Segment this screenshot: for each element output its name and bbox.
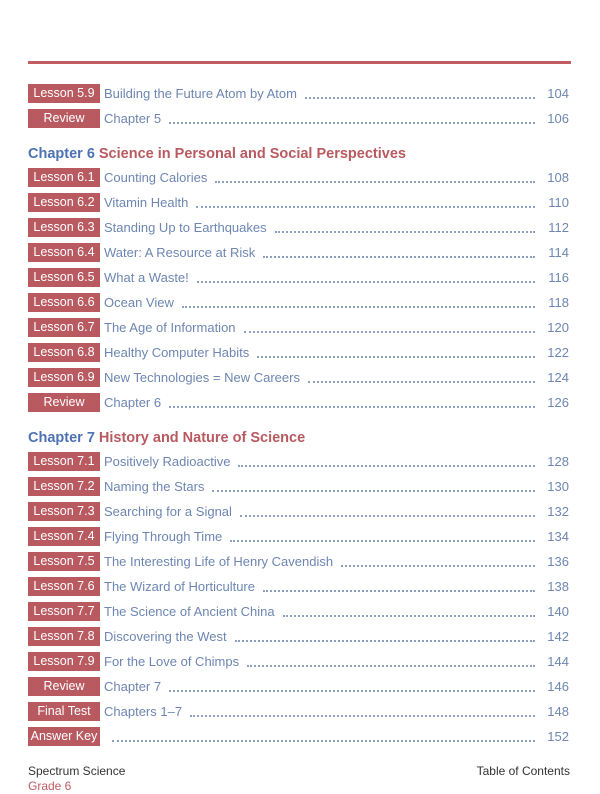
entry-title: Naming the Stars — [104, 479, 205, 494]
entry-badge: Lesson 6.1 — [28, 168, 100, 187]
toc-entry — [28, 215, 569, 240]
entry-page-number: 118 — [548, 295, 569, 310]
entry-badge: Lesson 7.1 — [28, 452, 100, 471]
entry-badge: Lesson 5.9 — [28, 84, 100, 103]
entry-page-number: 112 — [548, 220, 569, 235]
entry-page-number: 122 — [547, 345, 569, 360]
dot-leader — [247, 652, 535, 667]
entry-badge: Lesson 6.8 — [28, 343, 100, 362]
entry-title: Chapter 7 — [104, 679, 162, 694]
toc-entry — [28, 449, 569, 474]
footer-section: Table of Contents — [476, 764, 570, 778]
entry-badge: Final Test — [28, 702, 100, 721]
toc-entry — [28, 599, 569, 624]
entry-title: The Science of Ancient China — [104, 604, 275, 619]
entry-badge: Lesson 7.6 — [28, 577, 100, 596]
entry-page-number: 148 — [547, 704, 569, 719]
entry-badge: Lesson 7.5 — [28, 552, 100, 571]
toc-entry — [28, 340, 569, 365]
entry-page-number: 114 — [548, 245, 569, 260]
entry-title: For the Love of Chimps — [104, 654, 240, 669]
entry-badge: Lesson 6.3 — [28, 218, 100, 237]
toc-entry — [28, 81, 569, 106]
entry-badge: Lesson 6.5 — [28, 268, 100, 287]
dot-leader — [305, 84, 535, 99]
entry-badge: Lesson 6.9 — [28, 368, 100, 387]
entry-page-number: 106 — [547, 111, 569, 126]
toc-entry — [28, 699, 569, 724]
dot-leader — [169, 109, 535, 124]
toc-entry — [28, 674, 569, 699]
dot-leader — [283, 602, 535, 617]
dot-leader — [263, 243, 535, 258]
entry-badge: Lesson 7.2 — [28, 477, 100, 496]
entry-title: Ocean View — [104, 295, 174, 310]
dot-leader — [169, 393, 535, 408]
toc-entry — [28, 106, 569, 131]
entry-page-number: 116 — [548, 270, 569, 285]
toc-entry — [28, 165, 569, 190]
entry-title: Counting Calories — [104, 170, 208, 185]
chapter-heading — [28, 415, 569, 449]
dot-leader — [263, 577, 535, 592]
entry-page-number: 130 — [547, 479, 569, 494]
entry-title: Vitamin Health — [104, 195, 189, 210]
dot-leader — [341, 552, 535, 567]
entry-title: Chapters 1–7 — [104, 704, 183, 719]
entry-badge: Lesson 7.8 — [28, 627, 100, 646]
entry-page-number: 136 — [547, 554, 569, 569]
toc-entry — [28, 390, 569, 415]
toc-entry — [28, 474, 569, 499]
entry-page-number: 132 — [547, 504, 569, 519]
chapter-number: Chapter 7 — [28, 430, 95, 446]
dot-leader — [235, 627, 535, 642]
toc-entry — [28, 649, 569, 674]
entry-page-number: 128 — [547, 454, 569, 469]
entry-title: The Age of Information — [104, 320, 236, 335]
toc-entry — [28, 524, 569, 549]
entry-badge: Lesson 7.3 — [28, 502, 100, 521]
entry-title: New Technologies = New Careers — [104, 370, 300, 385]
entry-badge: Lesson 7.9 — [28, 652, 100, 671]
dot-leader — [190, 702, 535, 717]
toc-entry — [28, 724, 569, 749]
footer-left — [28, 764, 125, 794]
entry-title: What a Waste! — [104, 270, 189, 285]
chapter-heading — [28, 131, 569, 165]
toc-entry — [28, 190, 569, 215]
dot-leader — [169, 677, 535, 692]
entry-badge: Lesson 6.4 — [28, 243, 100, 262]
entry-badge: Lesson 7.4 — [28, 527, 100, 546]
entry-title: Water: A Resource at Risk — [104, 245, 256, 260]
entry-page-number: 142 — [547, 629, 569, 644]
entry-page-number: 104 — [547, 86, 569, 101]
entry-title: The Interesting Life of Henry Cavendish — [104, 554, 334, 569]
entry-badge: Lesson 7.7 — [28, 602, 100, 621]
entry-page-number: 146 — [547, 679, 569, 694]
entry-page-number: 120 — [547, 320, 569, 335]
entry-page-number: 126 — [547, 395, 569, 410]
toc-entry — [28, 574, 569, 599]
toc-entry — [28, 265, 569, 290]
dot-leader — [230, 527, 535, 542]
entry-badge: Review — [28, 393, 100, 412]
entry-page-number: 152 — [547, 729, 569, 744]
entry-page-number: 138 — [547, 579, 569, 594]
entry-page-number: 108 — [547, 170, 569, 185]
footer-grade: Grade 6 — [28, 779, 72, 793]
chapter-title: History and Nature of Science — [98, 430, 306, 446]
dot-leader — [212, 477, 535, 492]
entry-title: Chapter 6 — [104, 395, 162, 410]
toc-entry — [28, 624, 569, 649]
dot-leader — [244, 318, 535, 333]
dot-leader — [257, 343, 535, 358]
dot-leader — [275, 218, 535, 233]
entry-page-number: 124 — [547, 370, 569, 385]
entry-title: Positively Radioactive — [104, 454, 231, 469]
entry-page-number: 144 — [547, 654, 569, 669]
entry-title: Discovering the West — [104, 629, 227, 644]
dot-leader — [240, 502, 535, 517]
toc-entry — [28, 499, 569, 524]
entry-page-number: 140 — [547, 604, 569, 619]
toc-entry — [28, 315, 569, 340]
dot-leader — [112, 727, 535, 742]
entry-title: Searching for a Signal — [104, 504, 232, 519]
dot-leader — [308, 368, 535, 383]
chapter-title: Science in Personal and Social Perspectives — [98, 146, 406, 162]
entry-badge: Review — [28, 109, 100, 128]
entry-page-number: 134 — [547, 529, 569, 544]
toc-entry — [28, 549, 569, 574]
entry-badge: Lesson 6.6 — [28, 293, 100, 312]
dot-leader — [196, 193, 535, 208]
entry-page-number: 110 — [548, 195, 569, 210]
table-of-contents — [28, 81, 569, 749]
entry-title: The Wizard of Horticulture — [104, 579, 255, 594]
entry-badge: Review — [28, 677, 100, 696]
entry-title: Standing Up to Earthquakes — [104, 220, 267, 235]
entry-title: Healthy Computer Habits — [104, 345, 250, 360]
dot-leader — [215, 168, 535, 183]
dot-leader — [197, 268, 535, 283]
toc-entry — [28, 240, 569, 265]
chapter-number: Chapter 6 — [28, 146, 95, 162]
entry-badge: Lesson 6.7 — [28, 318, 100, 337]
entry-badge: Answer Key — [28, 727, 100, 746]
dot-leader — [238, 452, 535, 467]
footer-book-title: Spectrum Science — [28, 764, 126, 778]
entry-title: Building the Future Atom by Atom — [104, 86, 297, 101]
entry-badge: Lesson 6.2 — [28, 193, 100, 212]
entry-title: Chapter 5 — [104, 111, 162, 126]
entry-title: Flying Through Time — [104, 529, 223, 544]
toc-entry — [28, 365, 569, 390]
top-rule — [28, 61, 571, 64]
toc-entry — [28, 290, 569, 315]
dot-leader — [182, 293, 535, 308]
